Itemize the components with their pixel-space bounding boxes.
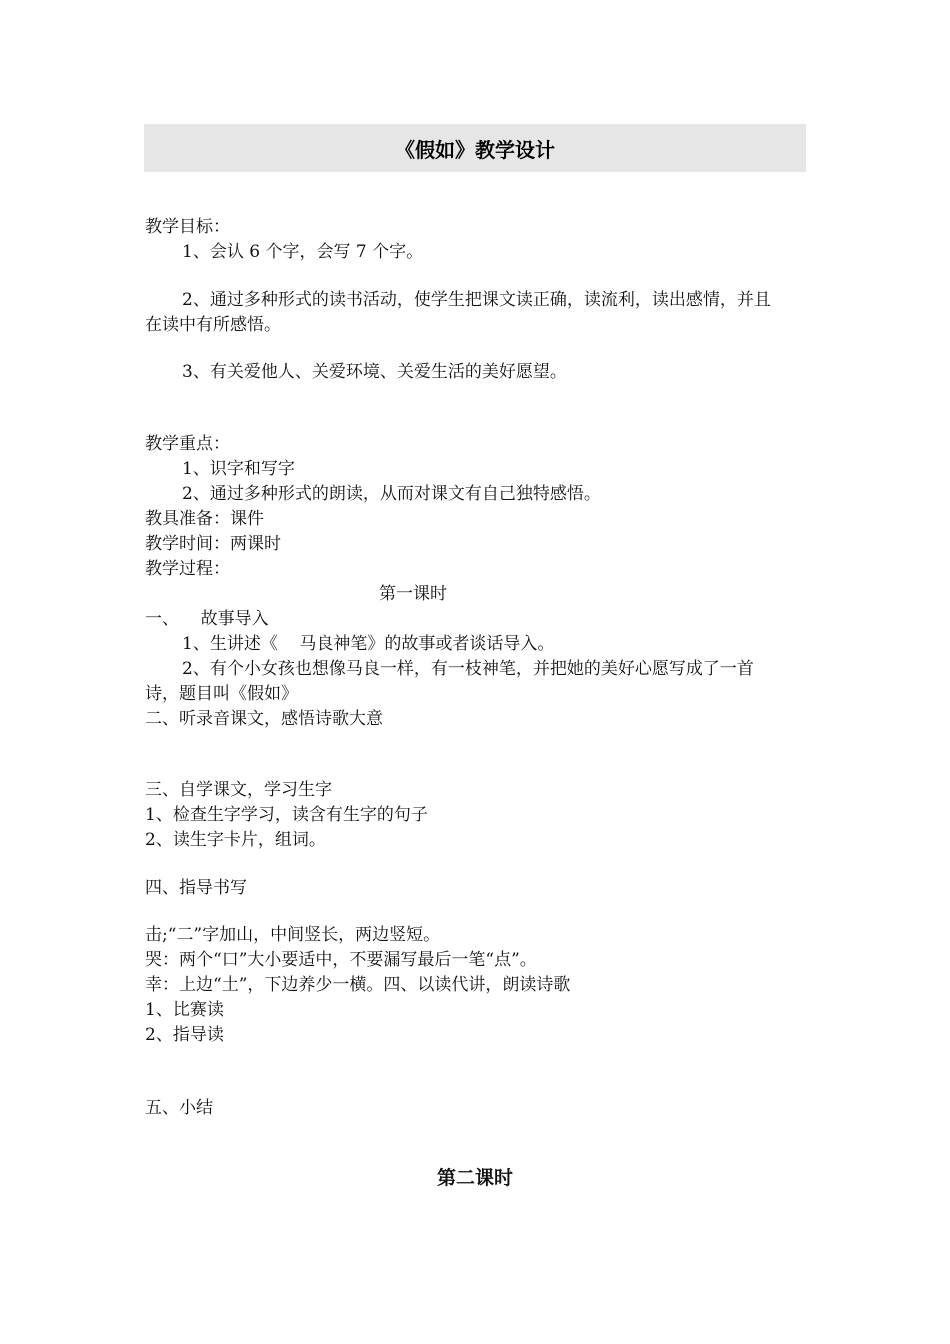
reading-item-2: 2、指导读: [145, 1025, 224, 1045]
section2-title: 二、听录音课文，感悟诗歌大意: [145, 709, 383, 729]
document-title: 《假如》教学设计: [395, 137, 555, 162]
section1-item2-line1: 2、有个小女孩也想像马良一样，有一枝神笔，并把她的美好心愿写成了一首: [182, 659, 754, 679]
section5-title: 五、小结: [145, 1098, 213, 1118]
section3-title: 三、自学课文，学习生字: [145, 780, 332, 800]
writing-note-1: 击;“二”字加山，中间竖长，两边竖短。: [145, 925, 441, 945]
section4-title: 四、指导书写: [145, 878, 247, 898]
objective-2-line2: 在读中有所感悟。: [145, 315, 281, 335]
reading-item-1: 1、比赛读: [145, 1000, 224, 1020]
objective-1: 1、会认 6 个字，会写 7 个字。: [182, 242, 424, 262]
writing-note-2: 哭：两个“口”大小要适中，不要漏写最后一笔“点”。: [145, 950, 537, 970]
lesson1-heading: 第一课时: [379, 584, 447, 604]
process-heading: 教学过程：: [145, 559, 230, 579]
section1-item2-line2: 诗，题目叫《假如》: [145, 684, 298, 704]
key-points-heading: 教学重点：: [145, 434, 230, 454]
objective-3: 3、有关爱他人、关爱环境、关爱生活的美好愿望。: [182, 362, 567, 382]
key-point-1: 1、识字和写字: [182, 459, 295, 479]
section3-item1: 1、检查生字学习，读含有生字的句子: [145, 805, 428, 825]
title-bar: [144, 124, 806, 172]
lesson2-heading: 第二课时: [436, 1167, 513, 1189]
duration-line: 教学时间：两课时: [145, 534, 281, 554]
key-point-2: 2、通过多种形式的朗读，从而对课文有自己独特感悟。: [182, 484, 601, 504]
section1-item1: 1、生讲述《 马良神笔》的故事或者谈话导入。: [182, 634, 555, 654]
objectives-heading: 教学目标：: [145, 217, 230, 237]
objective-2-line1: 2、通过多种形式的读书活动，使学生把课文读正确，读流利，读出感情，并且: [182, 290, 771, 310]
tools-line: 教具准备：课件: [145, 509, 264, 529]
section3-item2: 2、读生字卡片，组词。: [145, 830, 326, 850]
writing-note-3: 幸：上边“土”，下边养少一横。四、以读代讲，朗读诗歌: [145, 975, 571, 995]
section1-title: 一、 故事导入: [145, 609, 269, 629]
